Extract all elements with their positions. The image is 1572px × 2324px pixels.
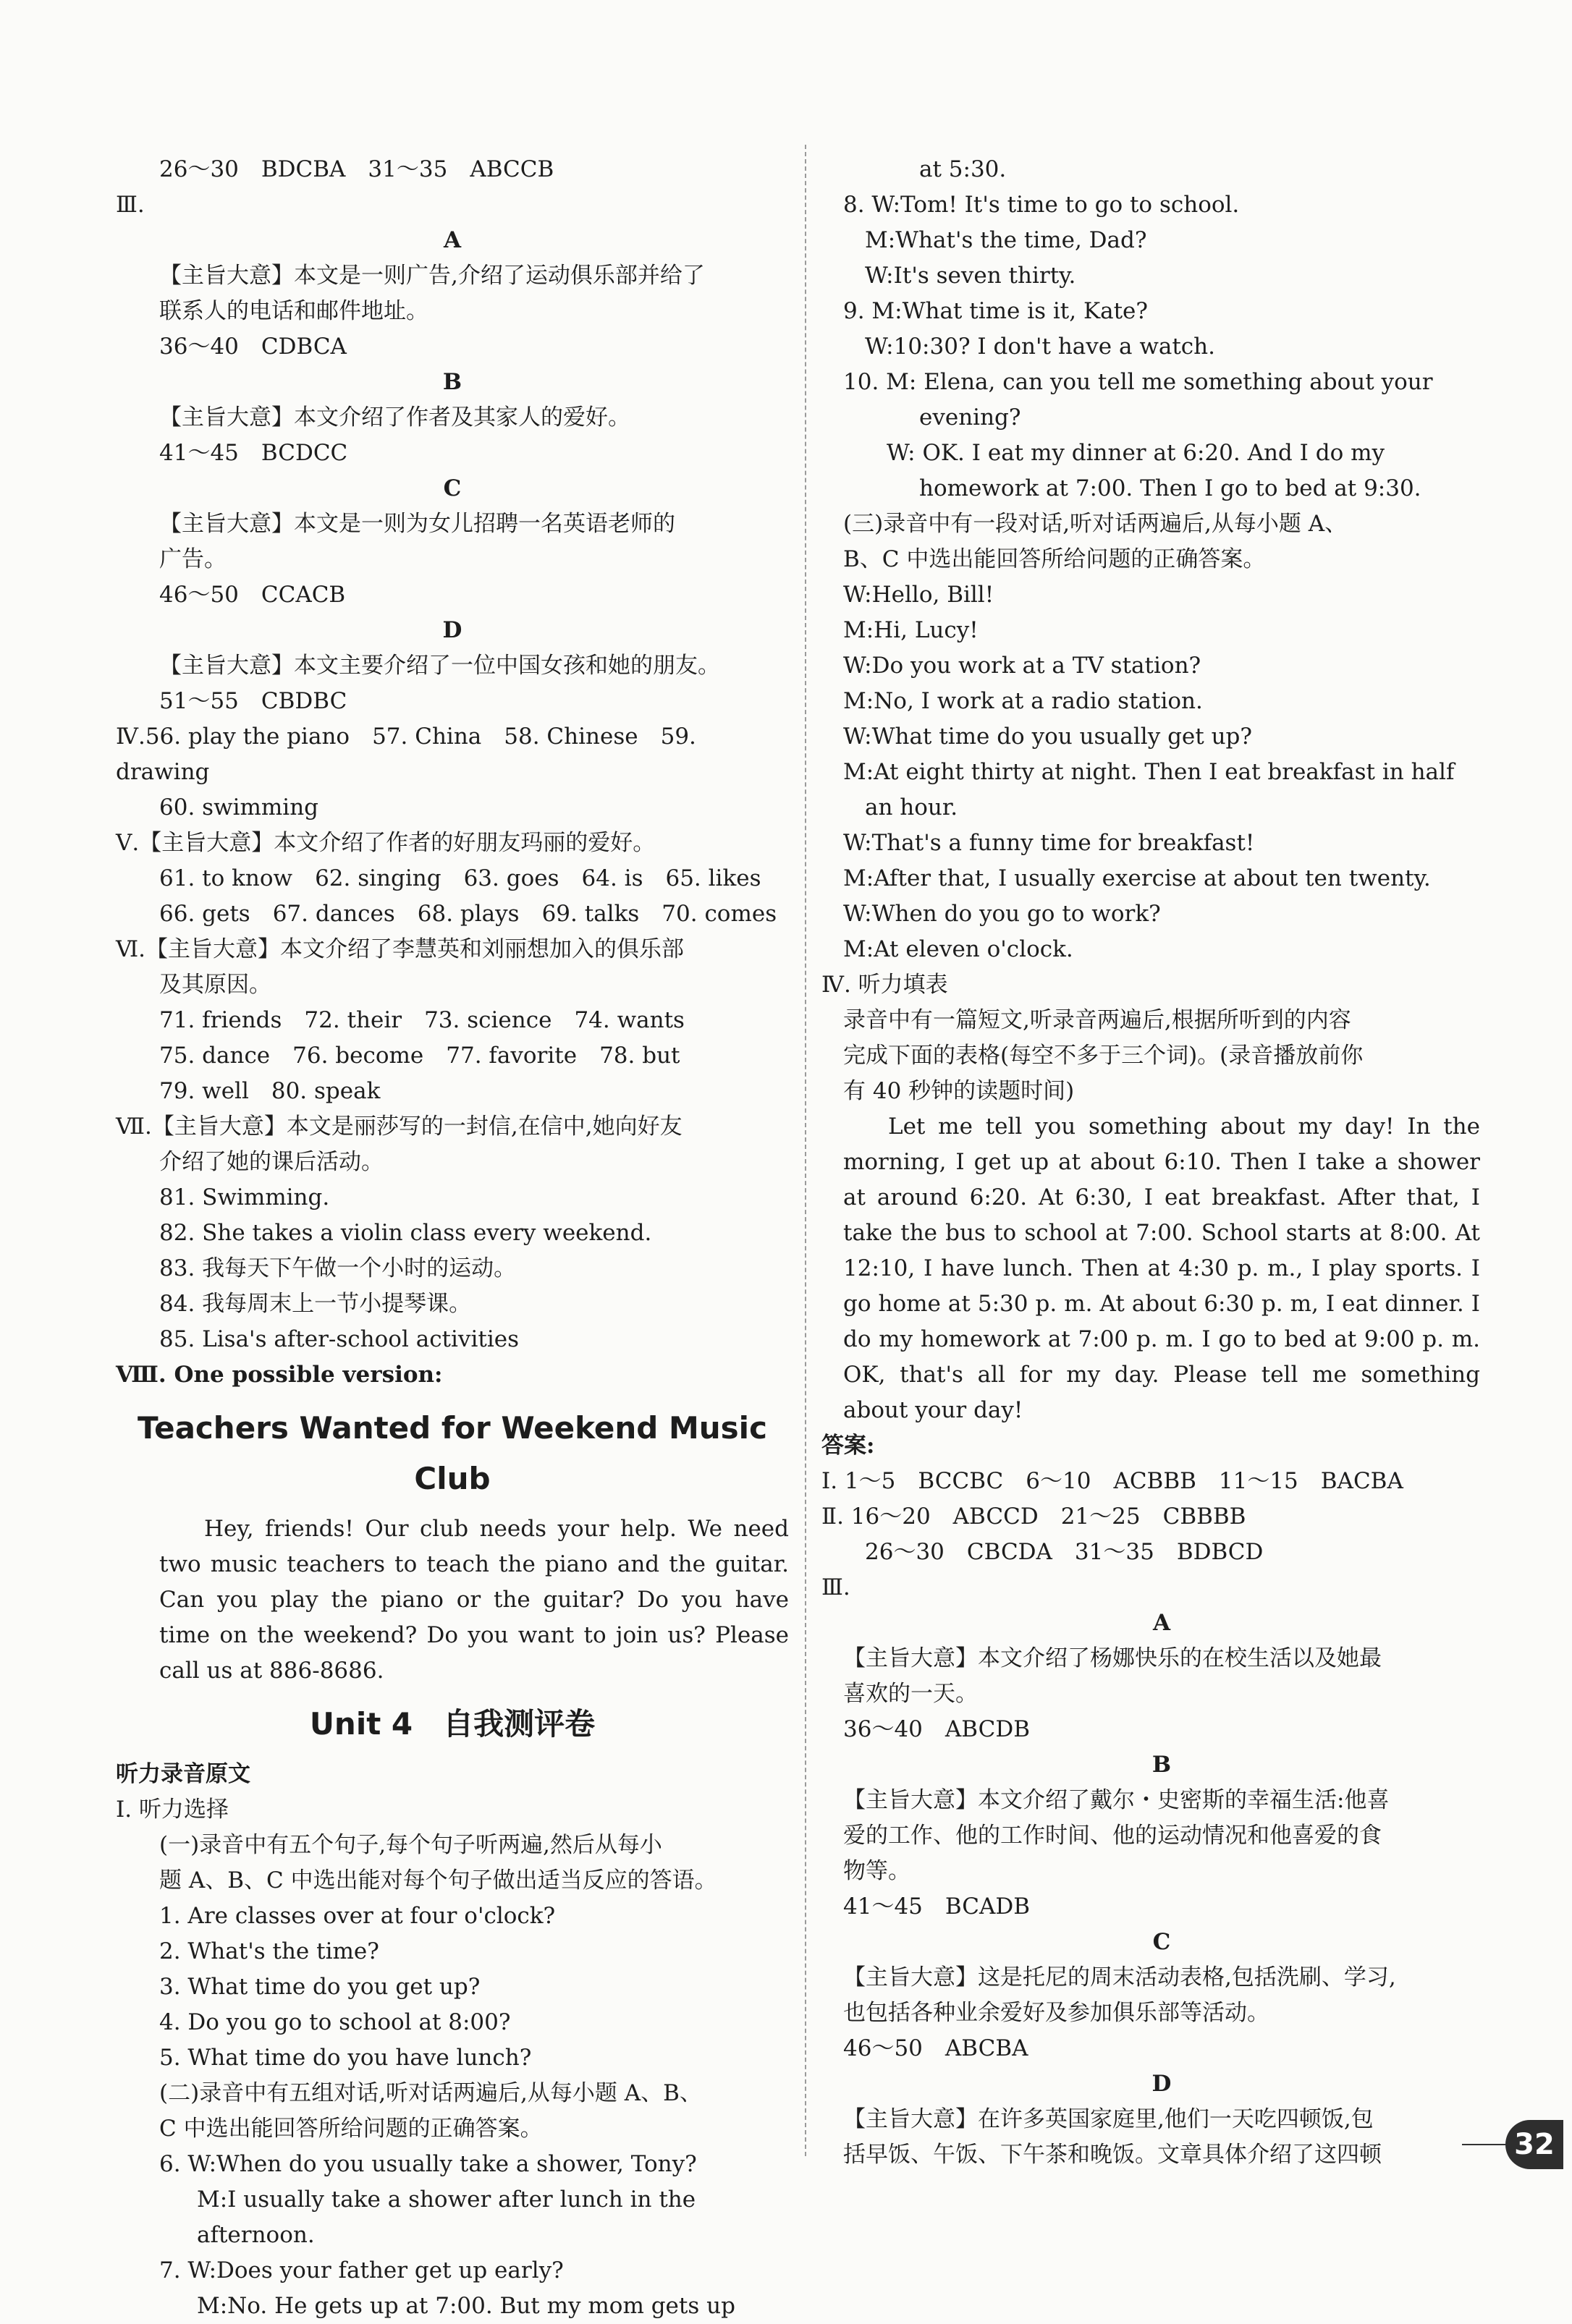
text-line: 71. friends 72. their 73. science 74. wants [159, 1007, 685, 1033]
text-line: 66. gets 67. dances 68. plays 69. talks 70. comes [159, 901, 777, 927]
text-line: Ⅰ. 听力选择 [116, 1797, 229, 1823]
section-letter: D [442, 617, 462, 643]
text-line: 题 A、B、C 中选出能对每个句子做出适当反应的答语。 [159, 1867, 717, 1893]
text-line: 录音中有一篇短文,听录音两遍后,根据所听到的内容 [843, 1007, 1351, 1033]
text-line: at 5:30. [919, 156, 1007, 182]
text-line: C 中选出能回答所给问题的正确答案。 [159, 2116, 543, 2142]
text-line: 3. What time do you get up? [159, 1974, 481, 2000]
text-line: 7. W:Does your father get up early? [159, 2257, 564, 2283]
text-line: 75. dance 76. become 77. favorite 78. but [159, 1043, 680, 1069]
text-line: 联系人的电话和邮件地址。 [159, 298, 428, 324]
section-letter: A [443, 227, 462, 253]
text-line: Ⅲ. [821, 1574, 850, 1600]
section-letter: C [1152, 1929, 1171, 1955]
text-line: M:No, I work at a radio station. [843, 688, 1203, 714]
text-line: 8. W:Tom! It's time to go to school. [843, 192, 1240, 218]
text-line: 26～30 CBCDA 31～35 BDBCD [865, 1539, 1264, 1565]
page-number-rule [1462, 2144, 1505, 2145]
section-letter: D [1151, 2071, 1172, 2097]
text-line: 【主旨大意】本文介绍了戴尔・史密斯的幸福生活:他喜 [843, 1787, 1390, 1813]
text-line: 10. M: Elena, can you tell me something about your [843, 369, 1433, 395]
text-line: M:At eight thirty at night. Then I eat breakfast in half [843, 759, 1455, 785]
text-line: 36～40 ABCDB [843, 1716, 1030, 1742]
text-line: B、C 中选出能回答所给问题的正确答案。 [843, 546, 1266, 572]
text-line: 6. W:When do you usually take a shower, Tony? [159, 2151, 697, 2177]
text-line: 介绍了她的课后活动。 [159, 1149, 384, 1175]
text-line: W: OK. I eat my dinner at 6:20. And I do my [887, 440, 1385, 466]
text-line: 有 40 秒钟的读题时间) [843, 1078, 1075, 1104]
text-line: W:That's a funny time for breakfast! [843, 830, 1255, 856]
text-line: 9. M:What time is it, Kate? [843, 298, 1149, 324]
text-line: 喜欢的一天。 [843, 1681, 978, 1707]
text-line: 41～45 BCADB [843, 1893, 1030, 1920]
text-line: 【主旨大意】本文主要介绍了一位中国女孩和她的朋友。 [159, 653, 720, 679]
text-line: 【主旨大意】本文是一则广告,介绍了运动俱乐部并给了 [159, 263, 705, 289]
text-line: Ⅷ. One possible version: [116, 1362, 443, 1388]
text-line: Ⅱ. 16～20 ABCCD 21～25 CBBBB [821, 1504, 1246, 1530]
text-line: 41～45 BCDCC [159, 440, 348, 466]
section-letter: B [1151, 1752, 1172, 1778]
text-line: W:Do you work at a TV station? [843, 653, 1201, 679]
text-line: 答案: [821, 1433, 875, 1459]
text-line: (三)录音中有一段对话,听对话两遍后,从每小题 A、 [843, 511, 1348, 537]
text-line: M:At eleven o'clock. [843, 936, 1073, 962]
text-line: 79. well 80. speak [159, 1078, 381, 1104]
text-line: W:What time do you usually get up? [843, 724, 1253, 750]
text-line: (二)录音中有五组对话,听对话两遍后,从每小题 A、B、 [159, 2080, 702, 2106]
text-line: 26～30 BDCBA 31～35 ABCCB [159, 156, 554, 182]
text-line: 完成下面的表格(每空不多于三个词)。(录音播放前你 [843, 1043, 1364, 1069]
text-line: 也包括各种业余爱好及参加俱乐部等活动。 [843, 2000, 1269, 2026]
paragraph: Hey, friends! Our club needs your help. We need two music teachers to teach the piano and the guitar. Can you play the piano or the guitar? Do you have time on the weekend? Do you want to join us? Please call us at 886-8686. [159, 1516, 796, 1684]
text-line: evening? [919, 404, 1021, 431]
text-line: 【主旨大意】本文介绍了杨娜快乐的在校生活以及她最 [843, 1645, 1382, 1671]
text-line: 81. Swimming. [159, 1184, 330, 1210]
text-line: M:Hi, Lucy! [843, 617, 979, 643]
left-column [116, 152, 796, 2324]
text-line: Ⅶ.【主旨大意】本文是丽莎写的一封信,在信中,她向好友 [116, 1114, 683, 1140]
text-line: 36～40 CDBCA [159, 334, 347, 360]
text-line: Ⅲ. [116, 192, 145, 218]
text-line: 2. What's the time? [159, 1938, 379, 1964]
text-line: 5. What time do you have lunch? [159, 2045, 532, 2071]
section-letter: C [443, 475, 462, 501]
text-line: 括早饭、午饭、下午茶和晚饭。文章具体介绍了这四顿 [843, 2142, 1382, 2168]
text-line: an hour. [865, 794, 958, 820]
text-line: 1. Are classes over at four o'clock? [159, 1903, 556, 1929]
text-line: 46～50 ABCBA [843, 2035, 1028, 2061]
text-line: M:I usually take a shower after lunch in the afternoon. [197, 2187, 703, 2248]
text-line: 及其原因。 [159, 972, 271, 998]
text-line: M:What's the time, Dad? [865, 227, 1147, 253]
text-line: 84. 我每周末上一节小提琴课。 [159, 1291, 472, 1317]
text-line: 4. Do you go to school at 8:00? [159, 2009, 511, 2035]
text-line: Ⅵ.【主旨大意】本文介绍了李慧英和刘丽想加入的俱乐部 [116, 936, 685, 962]
text-line: 85. Lisa's after-school activities [159, 1326, 519, 1352]
text-line: 82. She takes a violin class every weekend. [159, 1220, 652, 1246]
text-line: 听力录音原文 [116, 1761, 250, 1787]
text-line: 83. 我每天下午做一个小时的运动。 [159, 1255, 517, 1281]
unit-title: Unit 4 自我测评卷 [309, 1706, 596, 1742]
section-letter: B [442, 369, 462, 395]
text-line: Ⅰ. 1～5 BCCBC 6～10 ACBBB 11～15 BACBA [821, 1468, 1403, 1494]
text-line: W:Hello, Bill! [843, 582, 994, 608]
text-line: homework at 7:00. Then I go to bed at 9:30. [919, 475, 1421, 501]
right-column [821, 152, 1487, 2173]
text-line: Ⅴ.【主旨大意】本文介绍了作者的好朋友玛丽的爱好。 [116, 830, 656, 856]
text-line: W:It's seven thirty. [865, 263, 1076, 289]
text-line: Ⅳ.56. play the piano 57. China 58. Chinese 59. drawing [116, 724, 703, 785]
column-divider [805, 145, 806, 2156]
text-line: W:10:30? I don't have a watch. [865, 334, 1215, 360]
text-line: 【主旨大意】本文介绍了作者及其家人的爱好。 [159, 404, 630, 431]
text-line: 物等。 [843, 1858, 910, 1884]
text-line: M:No. He gets up at 7:00. But my mom gets up [197, 2293, 735, 2319]
page-number-badge: 32 [1505, 2120, 1563, 2169]
text-line: M:After that, I usually exercise at about ten twenty. [843, 865, 1431, 891]
paragraph: Let me tell you something about my day! In the morning, I get up at about 6:10. Then I take a shower at around 6:20. At 6:30, I eat breakfast. After that, I take the bus to school at 7:00. School starts at 8:00. At 12:10, I have lunch. Then at 4:30 p. m., I play sports. I go home at 5:30 p. m. At about 6:30 p. m, I eat dinner. I do my homework at 7:00 p. m. I go to bed at 9:00 p. m. OK, that's all for my day. Please tell me something about your day! [843, 1114, 1487, 1423]
section-letter: A [1152, 1610, 1171, 1636]
text-line: Ⅳ. 听力填表 [821, 972, 948, 998]
text-line: (一)录音中有五个句子,每个句子听两遍,然后从每小 [159, 1832, 662, 1858]
text-line: 爱的工作、他的工作时间、他的运动情况和他喜爱的食 [843, 1823, 1382, 1849]
text-line: W:When do you go to work? [843, 901, 1161, 927]
text-line: 61. to know 62. singing 63. goes 64. is 65. likes [159, 865, 761, 891]
text-line: 46～50 CCACB [159, 582, 346, 608]
unit-title: Teachers Wanted for Weekend Music Club [138, 1410, 778, 1496]
text-line: 60. swimming [159, 794, 319, 820]
text-line: 51～55 CBDBC [159, 688, 347, 714]
text-line: 【主旨大意】本文是一则为女儿招聘一名英语老师的 [159, 511, 675, 537]
text-line: 【主旨大意】这是托尼的周末活动表格,包括洗刷、学习, [843, 1964, 1396, 1990]
text-line: 广告。 [159, 546, 227, 572]
text-line: 【主旨大意】在许多英国家庭里,他们一天吃四顿饭,包 [843, 2106, 1374, 2132]
